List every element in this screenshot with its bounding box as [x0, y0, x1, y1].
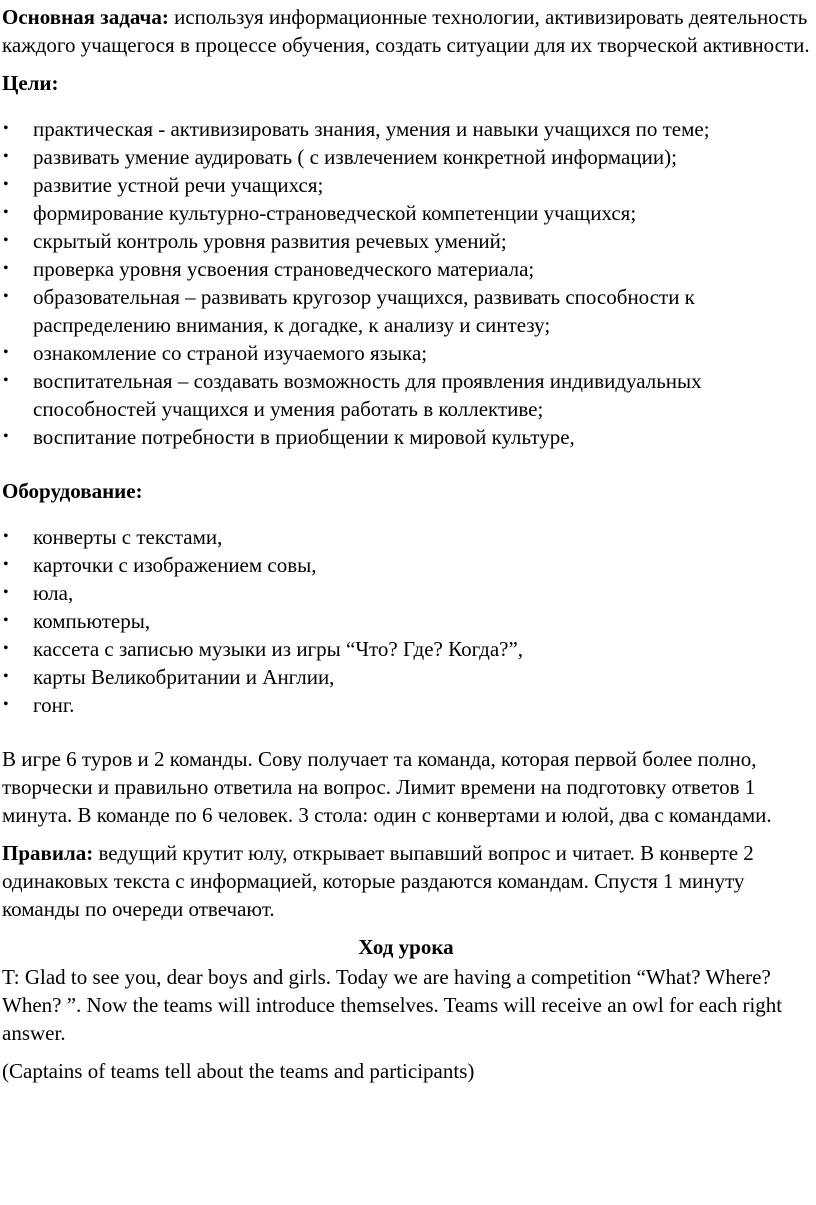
- bullet-icon: •: [3, 120, 9, 137]
- list-item: • развивать умение аудировать ( с извлечением конкретной информации);: [3, 145, 677, 169]
- list-item: • кассета с записью музыки из игры “Что? Где? Когда?”,: [3, 637, 524, 661]
- bullet-icon: •: [3, 612, 9, 629]
- list-item: • образовательная – развивать кругозор учащихся, развивать способности к распределению внимания, к догадке, к анализу и синтезу;: [3, 285, 695, 337]
- rules-label: Правила:: [2, 841, 94, 865]
- equipment-list: [2, 523, 810, 719]
- bullet-icon: •: [3, 584, 9, 601]
- list-item: • ознакомление со страной изучаемого языка;: [3, 341, 428, 365]
- rules-paragraph: [2, 839, 810, 923]
- list-item: • воспитание потребности в приобщении к мировой культуре,: [3, 425, 575, 449]
- list-item: • юла,: [3, 581, 74, 605]
- bullet-icon: •: [3, 148, 9, 165]
- captains-note: (Captains of teams tell about the teams and participants): [2, 1059, 475, 1083]
- bullet-icon: •: [3, 640, 9, 657]
- list-item: • скрытый контроль уровня развития речевых умений;: [3, 229, 507, 253]
- list-item: • карты Великобритании и Англии,: [3, 665, 335, 689]
- bullet-icon: •: [3, 344, 9, 361]
- list-item: • карточки с изображением совы,: [3, 553, 317, 577]
- bullet-icon: •: [3, 372, 9, 389]
- bullet-icon: •: [3, 668, 9, 685]
- list-item: • конверты с текстами,: [3, 525, 223, 549]
- bullet-icon: •: [3, 556, 9, 573]
- list-item: • проверка уровня усвоения страноведческого материала;: [3, 257, 535, 281]
- list-item: • развитие устной речи учащихся;: [3, 173, 324, 197]
- goals-list: [2, 115, 810, 451]
- list-item: • воспитательная – создавать возможность для проявления индивидуальных способностей учащихся и умения работать в коллективе;: [3, 369, 702, 421]
- bullet-icon: •: [3, 232, 9, 249]
- task-text: используя информационные технологии, активизировать деятельность каждого учащегося в процессе обучения, создать ситуации для их творческой активности.: [2, 5, 810, 57]
- bullet-icon: •: [3, 696, 9, 713]
- rules-text: ведущий крутит юлу, открывает выпавший вопрос и читает. В конверте 2 одинаковых текста с информацией, которые раздаются командам. Спустя 1 минуту команды по очереди отвечают.: [2, 841, 754, 921]
- list-item: • формирование культурно-страноведческой компетенции учащихся;: [3, 201, 637, 225]
- bullet-icon: •: [3, 528, 9, 545]
- document-page: [0, 3, 816, 1085]
- lesson-title: Ход урока: [358, 935, 454, 959]
- list-item: • гонг.: [3, 693, 75, 717]
- list-item: • компьютеры,: [3, 609, 151, 633]
- game-info-paragraph: В игре 6 туров и 2 команды. Сову получает та команда, которая первой более полно, творчески и правильно ответила на вопрос. Лимит времени на подготовку ответов 1 минута. В команде по 6 человек. 3 стола: один с конвертами и юлой, два с командами.: [2, 747, 772, 827]
- list-item: • практическая - активизировать знания, умения и навыки учащихся по теме;: [3, 117, 710, 141]
- bullet-icon: •: [3, 260, 9, 277]
- bullet-icon: •: [3, 428, 9, 445]
- bullet-icon: •: [3, 204, 9, 221]
- equipment-heading: Оборудование:: [2, 479, 143, 503]
- task-paragraph: [2, 3, 810, 59]
- task-label: Основная задача:: [2, 5, 169, 29]
- teacher-line: T: Glad to see you, dear boys and girls. Today we are having a competition “What? Where? When? ”. Now the teams will introduce themselves. Teams will receive an owl for each right answer.: [2, 965, 783, 1045]
- bullet-icon: •: [3, 288, 9, 305]
- bullet-icon: •: [3, 176, 9, 193]
- goals-heading: Цели:: [2, 71, 59, 95]
